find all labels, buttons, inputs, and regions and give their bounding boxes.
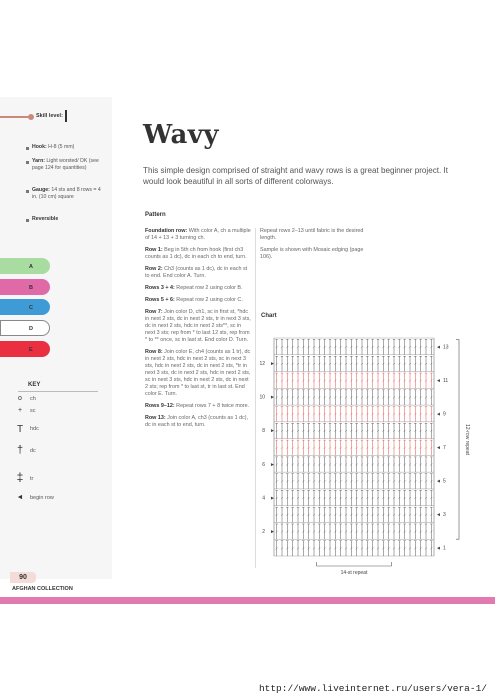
swatch-e xyxy=(0,341,50,357)
swatch-b xyxy=(0,279,50,295)
bullet-icon xyxy=(26,190,29,193)
swatch-c xyxy=(0,299,50,315)
bullet-icon xyxy=(26,161,29,164)
swatch-e-label: E xyxy=(29,347,33,353)
key-label-tr: tr xyxy=(30,476,34,482)
begin-row-icon: ◄ xyxy=(436,478,441,485)
begin-row-icon: ► xyxy=(270,428,275,435)
spec-gauge: Gauge: 14 sts and 8 rows = 4 in. (10 cm) square xyxy=(32,187,101,200)
instruction-rows-5-6: Rows 5 + 6: Repeat row 2 using color C. xyxy=(145,297,243,303)
instruction-foundation: Foundation row: With color A, ch a multiple of 14 + 13 + 3 turning ch. xyxy=(145,228,251,241)
row-number-right: 11 xyxy=(443,377,449,384)
row-number-right: 1 xyxy=(443,545,446,552)
dc-icon: † xyxy=(16,444,24,456)
instructions-right xyxy=(260,228,366,266)
repeat-note: Repeat rows 2–13 until fabric is the desired length. xyxy=(260,228,364,241)
pattern-heading: Pattern xyxy=(145,212,166,218)
instruction-row-2: Row 2: Ch3 (counts as 1 dc), dc in each st to end. End color A. Turn. xyxy=(145,266,248,279)
begin-row-icon: ► xyxy=(270,361,275,368)
hdc-icon: T xyxy=(16,424,24,435)
spec-yarn: Yarn: Light worsted/ DK (see page 124 for quantities) xyxy=(32,158,99,171)
stitch-repeat-label: 14-st repeat xyxy=(340,570,368,576)
spec-reversible: Reversible xyxy=(32,216,59,222)
row-number-left: 4 xyxy=(262,495,265,502)
hook-knob xyxy=(28,114,34,120)
row-number-left: 2 xyxy=(262,528,265,535)
begin-row-icon: ► xyxy=(270,528,275,535)
instruction-row-8: Row 8: Join color E, ch4 (counts as 1 tr), dc in next 2 sts, hdc in next 2 sts, sc in next 3 sts, hdc in next 2 sts, dc in next 2 sts, *tr in next 3 sts, dc in next 2 sts, hdc in next 2 sts, sc in next 3 sts, hdc in next 2 sts, dc in next 2 sts; rep from * to last st, tr in last st. End color E. Turn. xyxy=(145,349,251,397)
key-label-ch: ch xyxy=(30,396,36,402)
swatch-a-label: A xyxy=(29,264,33,270)
row-number-right: 9 xyxy=(443,411,446,418)
key-label-begin-row: begin row xyxy=(30,495,54,501)
key-label-dc: dc xyxy=(30,448,36,454)
hook-icon xyxy=(0,116,30,118)
row-repeat-label: 12-row repeat xyxy=(464,424,470,455)
row-number-right: 5 xyxy=(443,478,446,485)
footer-bar xyxy=(0,597,495,604)
swatch-d-label: D xyxy=(29,326,33,332)
swatch-c-label: C xyxy=(29,305,33,311)
begin-row-icon: ► xyxy=(270,394,275,401)
source-url: http://www.liveinternet.ru/users/vera-1/ xyxy=(258,683,487,694)
begin-row-icon: ► xyxy=(270,495,275,502)
begin-row-icon: ◄ xyxy=(16,494,24,501)
row-number-right: 13 xyxy=(443,344,449,351)
bullet-icon xyxy=(26,219,29,222)
instruction-row-7: Row 7: Join color D, ch1, sc in first st, *hdc in next 2 sts, dc in next 2 sts, tr in next 3 sts, dc in next 2 sts, hdc in next 2 sts**, sc in next 3 sts; rep from * to last 12 sts, rep from * to ** once, sc in last st. End color D. Turn. xyxy=(145,309,251,343)
swatch-b-label: B xyxy=(29,285,33,291)
page-title: Wavy xyxy=(143,120,220,150)
bullet-icon xyxy=(26,147,29,150)
row-number-right: 7 xyxy=(443,445,446,451)
tr-icon: ‡ xyxy=(16,470,24,484)
row-number-right: 3 xyxy=(443,512,446,519)
begin-row-icon: ◄ xyxy=(436,377,441,384)
sc-icon: + xyxy=(17,407,23,414)
collection-title: AFGHAN COLLECTION xyxy=(12,586,73,592)
swatch-d xyxy=(0,320,50,336)
begin-row-icon: ◄ xyxy=(436,545,441,552)
instruction-rows-3-4: Rows 3 + 4: Repeat row 2 using color B. xyxy=(145,285,243,291)
chain-icon: o xyxy=(18,395,22,402)
row-number-left: 6 xyxy=(262,461,265,468)
stitch-chart xyxy=(256,328,476,586)
begin-row-icon: ◄ xyxy=(436,512,441,519)
row-number-left: 10 xyxy=(259,394,265,401)
instruction-row-13: Row 13: Join color A, ch3 (counts as 1 dc), dc in each st to end, turn. xyxy=(145,415,249,428)
begin-row-icon: ► xyxy=(270,461,275,468)
row-number-left: 12 xyxy=(259,361,265,368)
begin-row-icon: ◄ xyxy=(436,344,441,351)
key-divider xyxy=(18,391,98,392)
page-number: 90 xyxy=(10,572,36,583)
chart-heading: Chart xyxy=(261,313,277,319)
key-title: KEY xyxy=(28,382,41,388)
skill-level-bar xyxy=(65,110,67,122)
row-number-left: 8 xyxy=(262,428,265,435)
instructions-left xyxy=(145,228,251,434)
instruction-rows-9-12: Rows 9–12: Repeat rows 7 + 8 twice more. xyxy=(145,403,250,409)
spec-hook: Hook: H-8 (5 mm) xyxy=(32,144,75,150)
key-label-hdc: hdc xyxy=(30,426,39,432)
stitch-repeat-bracket xyxy=(317,562,392,566)
instruction-row-1: Row 1: Beg in 5th ch from hook (first ch3 counts as 1 dc), dc in each ch to end, turn. xyxy=(145,247,247,260)
row-repeat-bracket xyxy=(456,340,459,540)
skill-level-label: Skill level: xyxy=(36,113,63,119)
begin-row-icon: ◄ xyxy=(436,445,441,451)
begin-row-icon: ◄ xyxy=(436,411,441,418)
intro-text: This simple design comprised of straight and wavy rows is a great beginner project. It would look beautiful in all sorts of different colorways. xyxy=(143,166,449,186)
sample-note: Sample is shown with Mosaic edging (page 106). xyxy=(260,247,364,260)
swatch-a xyxy=(0,258,50,274)
key-label-sc: sc xyxy=(30,408,36,414)
